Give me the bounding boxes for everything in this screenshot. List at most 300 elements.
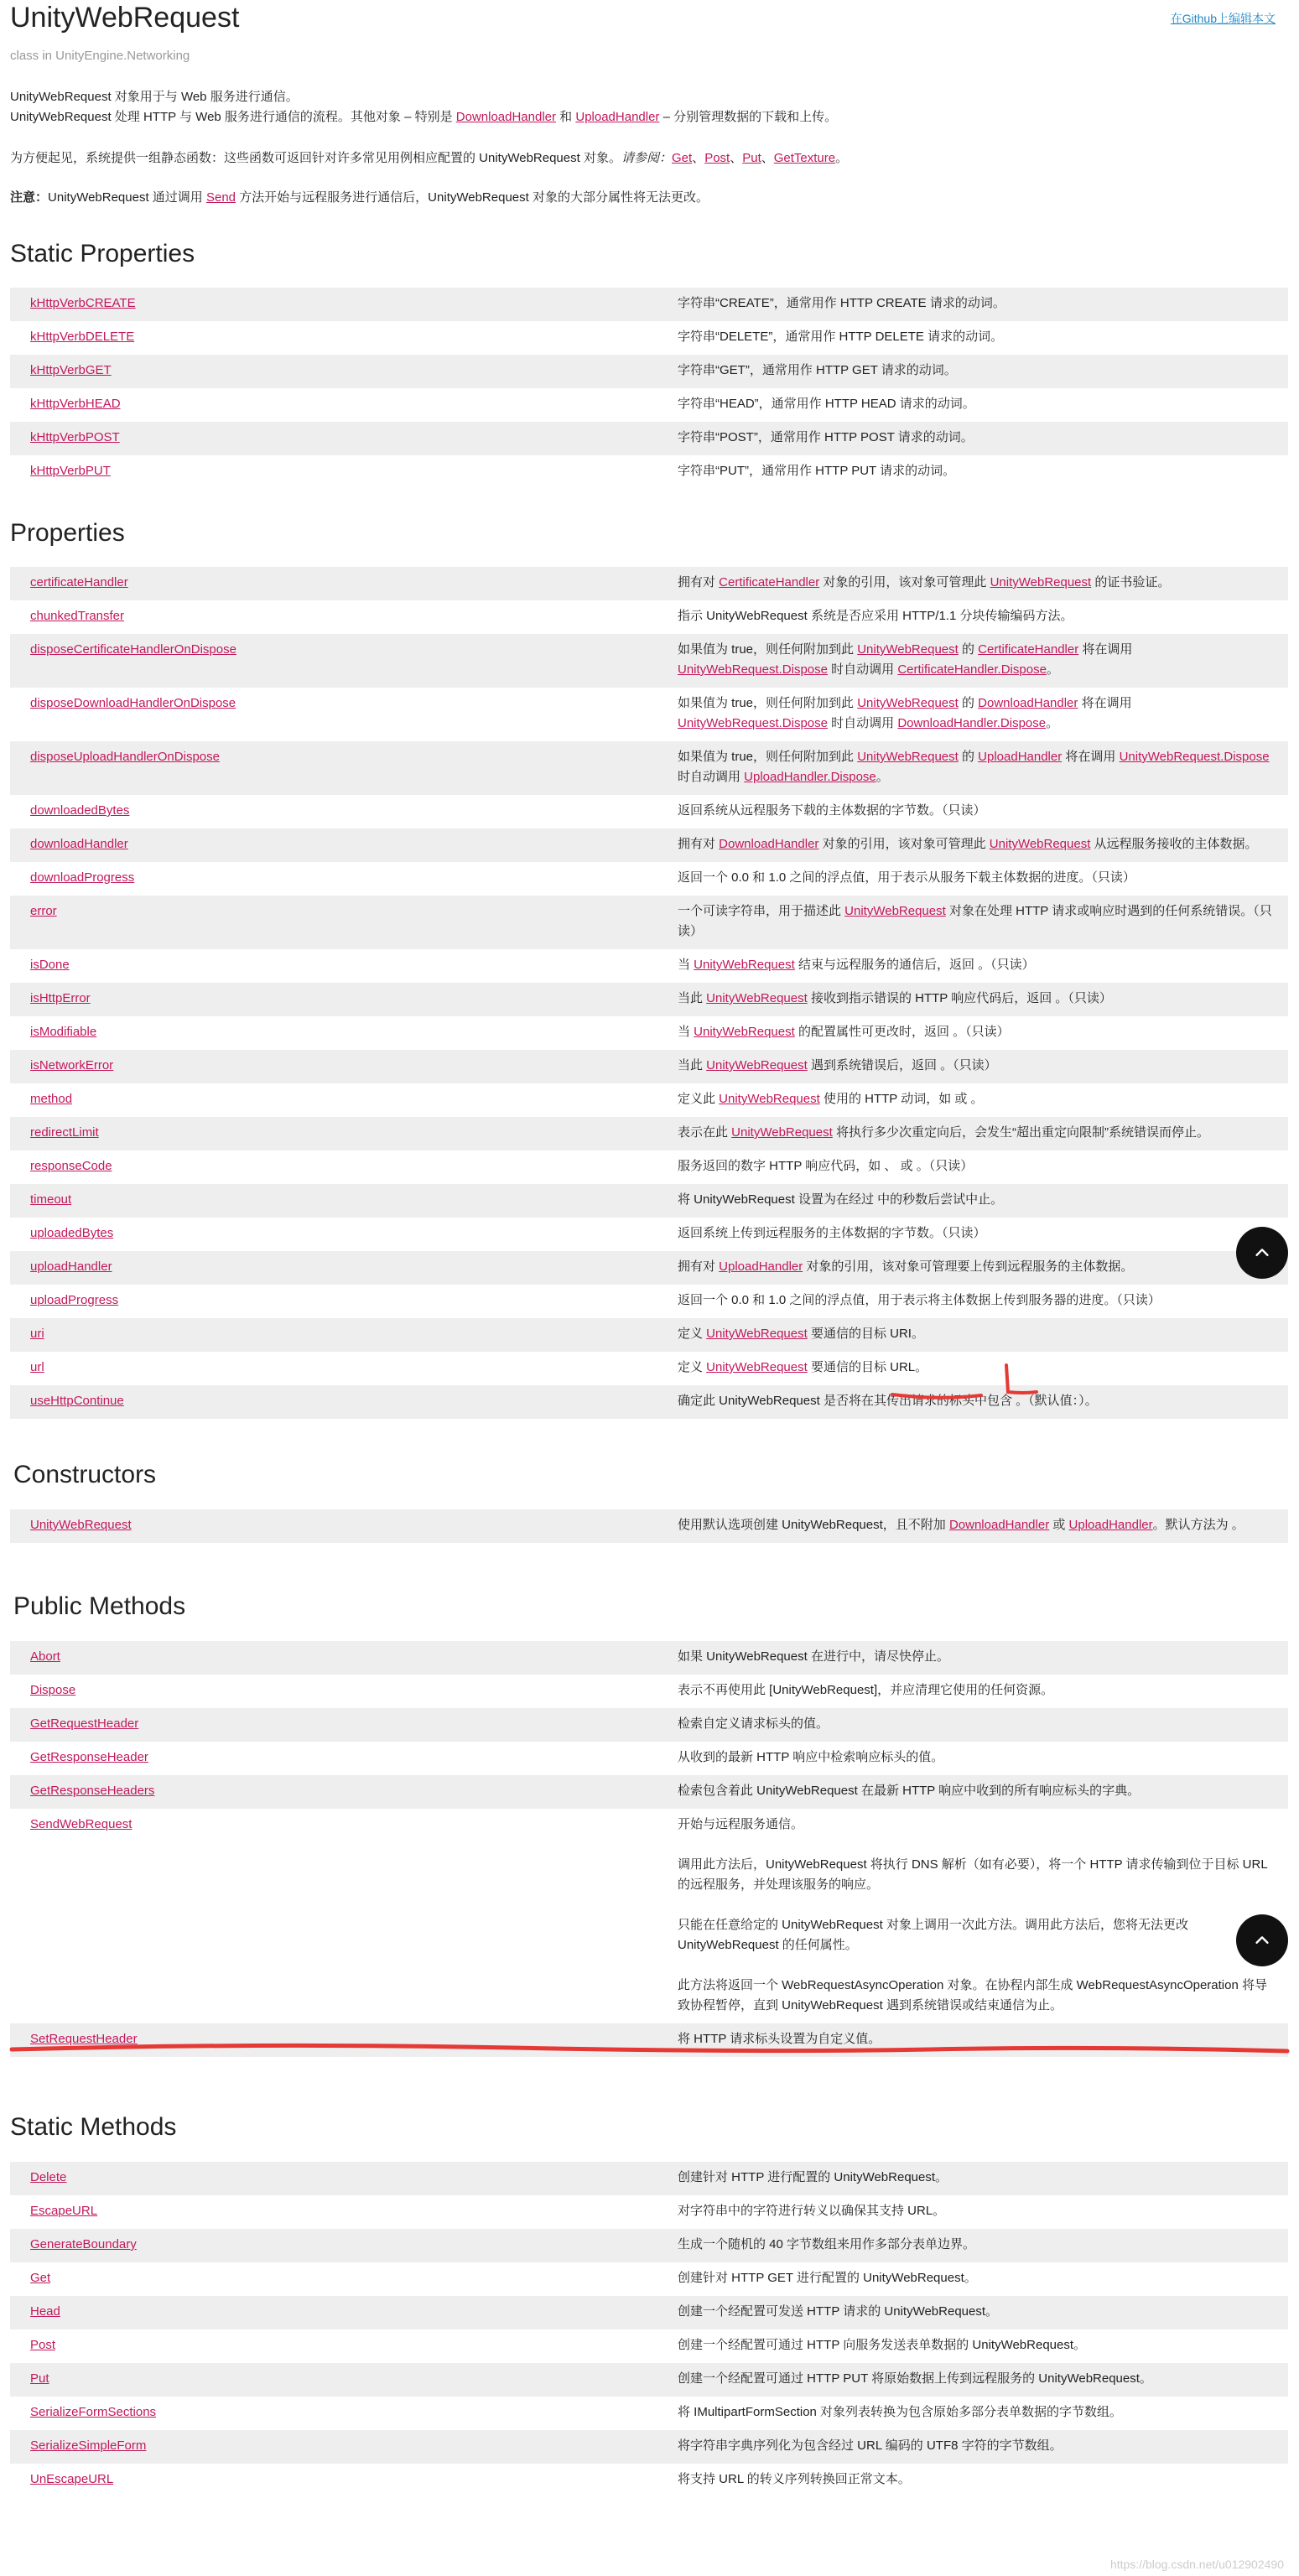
member-description-cell	[647, 896, 1288, 949]
inline-link-download-handler[interactable]: DownloadHandler	[978, 696, 1078, 710]
member-name-cell	[10, 567, 647, 600]
inline-link-unity-web-request[interactable]: UnityWebRequest	[857, 750, 959, 764]
member-description-cell	[647, 828, 1288, 862]
member-name-cell	[10, 1050, 647, 1083]
description-paragraph: 调用此方法后，UnityWebRequest 将执行 DNS 解析（如有必要），将一个 HTTP 请求传输到位于目标 URL 的远程服务，并处理该服务的响应。	[678, 1857, 1268, 1892]
inline-link-unity-web-request-dispose[interactable]: UnityWebRequest.Dispose	[1119, 750, 1270, 764]
inline-link-unity-web-request[interactable]: UnityWebRequest	[990, 575, 1092, 589]
table-row	[10, 1742, 1288, 1775]
member-link-downloaded-bytes[interactable]: downloadedBytes	[30, 803, 130, 818]
member-link-url[interactable]: url	[30, 1360, 44, 1374]
inline-link-unity-web-request-dispose[interactable]: UnityWebRequest.Dispose	[678, 662, 828, 677]
inline-link-upload-handler[interactable]: UploadHandler	[719, 1259, 803, 1274]
inline-link-unity-web-request[interactable]: UnityWebRequest	[706, 1360, 808, 1374]
member-description-cell	[647, 1218, 1288, 1251]
member-description-cell	[647, 741, 1288, 795]
member-description-cell	[647, 422, 1288, 455]
member-name-cell	[10, 600, 647, 634]
member-link-redirect-limit[interactable]: redirectLimit	[30, 1125, 99, 1140]
member-name-cell	[10, 688, 647, 741]
intro-paragraph-3	[10, 188, 709, 208]
member-name-cell	[10, 2464, 647, 2497]
member-name-cell	[10, 828, 647, 862]
member-link-generate-boundary[interactable]: GenerateBoundary	[30, 2237, 137, 2251]
member-description-cell	[647, 983, 1288, 1016]
member-description-cell	[647, 1775, 1288, 1809]
table-row	[10, 1352, 1288, 1385]
member-description-cell	[647, 1251, 1288, 1285]
description-text: 从远程服务接收的主体数据。	[1090, 837, 1258, 851]
member-name-cell	[10, 2363, 647, 2397]
member-description-cell	[647, 2430, 1288, 2464]
description-text: 的	[958, 642, 979, 657]
table-row	[10, 1318, 1288, 1352]
description-text: 如果 UnityWebRequest 在进行中，请尽快停止。	[678, 1649, 949, 1664]
inline-link-download-handler[interactable]: DownloadHandler	[719, 837, 819, 851]
description-text: 将执行多少次重定向后，会发生“超出重定向限制”系统错误而停止。	[832, 1125, 1209, 1140]
table-row	[10, 455, 1288, 489]
inline-link-unity-web-request[interactable]: UnityWebRequest	[706, 1058, 808, 1072]
intro-line-2	[10, 107, 837, 127]
table-row	[10, 1675, 1288, 1708]
member-name-cell	[10, 2262, 647, 2296]
description-text: 拥有对	[678, 575, 720, 589]
intro-text: UnityWebRequest 通过调用	[48, 190, 206, 205]
intro-paragraph-2	[10, 148, 848, 169]
send-link[interactable]: Send	[205, 190, 236, 205]
separator: 、	[761, 151, 774, 165]
member-name-cell	[10, 455, 647, 489]
member-link-is-done[interactable]: isDone	[30, 958, 70, 972]
member-description-cell	[647, 1083, 1288, 1117]
member-name-cell	[10, 1742, 647, 1775]
member-link-method[interactable]: method	[30, 1092, 73, 1106]
description-text: 将在调用	[1078, 642, 1133, 657]
inline-link-unity-web-request[interactable]: UnityWebRequest	[857, 642, 959, 657]
table-row	[10, 1050, 1288, 1083]
table-row	[10, 2363, 1288, 2397]
member-name-cell	[10, 1150, 647, 1184]
member-description-cell	[647, 1318, 1288, 1352]
description-text: 。	[1046, 662, 1059, 677]
description-text: 生成一个随机的 40 字节数组来用作多部分表单边界。	[678, 2237, 976, 2251]
member-name-cell	[10, 2430, 647, 2464]
table-row	[10, 1083, 1288, 1117]
member-name-cell	[10, 795, 647, 828]
member-name-cell	[10, 1218, 647, 1251]
member-name-cell	[10, 1083, 647, 1117]
member-description-cell	[647, 1352, 1288, 1385]
table-row	[10, 949, 1288, 983]
inline-link-unity-web-request[interactable]: UnityWebRequest	[694, 958, 795, 972]
inline-link-unity-web-request[interactable]: UnityWebRequest	[844, 904, 946, 918]
description-text: 指示 UnityWebRequest 系统是否应采用 HTTP/1.1 分块传输编码方法。	[678, 609, 1073, 623]
description-text: 字符串“POST”，通常用作 HTTP POST 请求的动词。	[678, 430, 974, 444]
member-link-get-response-headers[interactable]: GetResponseHeaders	[30, 1784, 155, 1798]
member-name-cell	[10, 1385, 647, 1419]
description-text: 当	[678, 958, 694, 972]
member-name-cell	[10, 388, 647, 422]
table-row	[10, 2296, 1288, 2329]
member-description-cell	[647, 1675, 1288, 1708]
table-row	[10, 1016, 1288, 1050]
description-text: 。	[876, 770, 889, 784]
inline-link-certificate-handler[interactable]: CertificateHandler	[719, 575, 820, 589]
member-description-cell	[647, 1385, 1288, 1419]
description-text: 定义此	[678, 1092, 720, 1106]
member-link-escape-url[interactable]: EscapeURL	[30, 2204, 98, 2218]
member-description-cell	[647, 795, 1288, 828]
member-link-un-escape-url[interactable]: UnEscapeURL	[30, 2472, 114, 2486]
member-link-upload-handler[interactable]: uploadHandler	[30, 1259, 112, 1274]
member-description-cell	[647, 567, 1288, 600]
member-description-cell	[647, 688, 1288, 741]
description-paragraph: 开始与远程服务通信。	[678, 1817, 804, 1831]
member-link-uri[interactable]: uri	[30, 1327, 44, 1341]
member-name-cell	[10, 949, 647, 983]
intro-text: UnityWebRequest 处理 HTTP 与 Web 服务进行通信的流程。其他对象 – 特别是	[10, 110, 456, 124]
description-text: 接收到指示错误的 HTTP 响应代码后，返回 。（只读）	[807, 991, 1112, 1005]
member-name-cell	[10, 2162, 647, 2195]
inline-link-download-handler-dispose[interactable]: DownloadHandler.Dispose	[897, 716, 1047, 730]
watermark: https://blog.csdn.net/u012902490	[1109, 2558, 1284, 2571]
see-also-label: 请参阅：	[621, 151, 672, 165]
member-link-get[interactable]: Get	[30, 2271, 51, 2285]
description-text: 当此	[678, 991, 707, 1005]
member-name-cell	[10, 1809, 647, 2023]
member-name-cell	[10, 1708, 647, 1742]
table-row	[10, 600, 1288, 634]
member-link-put[interactable]: Put	[30, 2371, 49, 2386]
member-link-response-code[interactable]: responseCode	[30, 1159, 112, 1173]
description-text: 字符串“CREATE”，通常用作 HTTP CREATE 请求的动词。	[678, 296, 1005, 310]
description-text: 拥有对	[678, 837, 720, 851]
intro-text: 为方便起见，系统提供一组静态函数：这些函数可返回针对许多常见用例相应配置的 UnityWebRequest 对象。	[10, 151, 621, 165]
member-link-is-http-error[interactable]: isHttpError	[30, 991, 91, 1005]
table-row	[10, 1509, 1288, 1543]
table-row	[10, 1117, 1288, 1150]
description-text: 要通信的目标 URI。	[807, 1327, 924, 1341]
table-row	[10, 2397, 1288, 2430]
description-text: 的	[958, 696, 979, 710]
description-text: 如果值为 true，则任何附加到此	[678, 642, 858, 657]
member-name-cell	[10, 1641, 647, 1675]
member-name-cell	[10, 741, 647, 795]
description-text: 的	[958, 750, 979, 764]
member-description-cell	[647, 2262, 1288, 2296]
description-text: 对象的引用，该对象可管理此	[819, 575, 990, 589]
member-link-certificate-handler[interactable]: certificateHandler	[30, 575, 128, 589]
uploadhandler-link[interactable]: UploadHandler	[575, 110, 660, 124]
description-text: 检索自定义请求标头的值。	[678, 1716, 829, 1731]
member-name-cell	[10, 896, 647, 949]
inline-link-upload-handler[interactable]: UploadHandler	[978, 750, 1063, 764]
member-description-cell	[647, 355, 1288, 388]
page-title: UnityWebRequest	[10, 2, 240, 34]
member-link-k-http-verb-post[interactable]: kHttpVerbPOST	[30, 430, 120, 444]
member-name-cell	[10, 2023, 647, 2057]
description-text: 创建针对 HTTP GET 进行配置的 UnityWebRequest。	[678, 2271, 977, 2285]
member-name-cell	[10, 422, 647, 455]
table-row	[10, 355, 1288, 388]
description-text: 返回一个 0.0 和 1.0 之间的浮点值，用于表示将主体数据上传到服务器的进度。（只读）	[678, 1293, 1161, 1307]
member-description-cell	[647, 2195, 1288, 2229]
member-description-cell	[647, 2229, 1288, 2262]
member-link-uploaded-bytes[interactable]: uploadedBytes	[30, 1226, 114, 1240]
inline-link-unity-web-request[interactable]: UnityWebRequest	[857, 696, 959, 710]
member-description-cell	[647, 1708, 1288, 1742]
description-text: 。	[1046, 716, 1059, 730]
member-description-cell	[647, 1641, 1288, 1675]
description-text: 定义	[678, 1327, 707, 1341]
member-description-cell	[647, 1150, 1288, 1184]
member-description-cell	[647, 1117, 1288, 1150]
description-text: 字符串“PUT”，通常用作 HTTP PUT 请求的动词。	[678, 464, 956, 478]
description-text: 表示不再使用此 [UnityWebRequest]，并应清理它使用的任何资源。	[678, 1683, 1054, 1697]
description-text: 确定此 UnityWebRequest 是否将在其传出请求的标头中包含 。（默认值：）。	[678, 1394, 1098, 1408]
member-link-k-http-verb-head[interactable]: kHttpVerbHEAD	[30, 397, 121, 411]
member-description-cell	[647, 1285, 1288, 1318]
member-link-timeout[interactable]: timeout	[30, 1192, 72, 1207]
intro-paragraph-1	[10, 87, 837, 127]
table-row	[10, 2023, 1288, 2057]
table-row	[10, 567, 1288, 600]
member-description-cell	[647, 1742, 1288, 1775]
member-link-send-web-request[interactable]: SendWebRequest	[30, 1817, 132, 1831]
note-label: 注意：	[10, 190, 49, 205]
description-text: 要通信的目标 URL。	[807, 1360, 928, 1374]
intro-text: 和	[556, 110, 576, 124]
member-link-k-http-verb-delete[interactable]: kHttpVerbDELETE	[30, 330, 135, 344]
table-row	[10, 1775, 1288, 1809]
table-row	[10, 2329, 1288, 2363]
member-description-cell	[647, 1509, 1288, 1543]
description-text: 时自动调用	[827, 662, 898, 677]
intro-text: – 分别管理数据的下载和上传。	[659, 110, 838, 124]
member-description-cell	[647, 455, 1288, 489]
description-text: 或	[1049, 1518, 1069, 1532]
description-text: 时自动调用	[678, 770, 745, 784]
description-text: 创建针对 HTTP 进行配置的 UnityWebRequest。	[678, 2170, 948, 2184]
member-description-cell	[647, 949, 1288, 983]
member-description-cell	[647, 1809, 1288, 2023]
member-link-dispose-upload-handler-on-dispose[interactable]: disposeUploadHandlerOnDispose	[30, 750, 220, 764]
member-link-is-network-error[interactable]: isNetworkError	[30, 1058, 114, 1072]
member-link-is-modifiable[interactable]: isModifiable	[30, 1025, 97, 1039]
description-text: 将字符串字典序列化为包含经过 URL 编码的 UTF8 字符的字节数组。	[678, 2438, 1063, 2453]
table-row	[10, 896, 1288, 949]
table-row	[10, 388, 1288, 422]
table-row	[10, 1641, 1288, 1675]
member-name-cell	[10, 1675, 647, 1708]
table-row	[10, 983, 1288, 1016]
description-text: 表示在此	[678, 1125, 732, 1140]
table-row	[10, 1708, 1288, 1742]
member-name-cell	[10, 2195, 647, 2229]
scroll-to-top-button[interactable]	[1236, 1914, 1288, 1966]
description-text: 使用的 HTTP 动词，如 或 。	[819, 1092, 984, 1106]
member-name-cell	[10, 1285, 647, 1318]
member-link-get-response-header[interactable]: GetResponseHeader	[30, 1750, 148, 1764]
member-link-chunked-transfer[interactable]: chunkedTransfer	[30, 609, 125, 623]
description-paragraph: 只能在任意给定的 UnityWebRequest 对象上调用一次此方法。调用此方法后，您将无法更改 UnityWebRequest 的任何属性。	[678, 1918, 1188, 1952]
inline-link-unity-web-request[interactable]: UnityWebRequest	[989, 837, 1091, 851]
member-description-cell	[647, 2296, 1288, 2329]
inline-link-download-handler[interactable]: DownloadHandler	[948, 1518, 1050, 1532]
intro-text: 方法开始与远程服务进行通信后，UnityWebRequest 对象的大部分属性将无法更改。	[236, 190, 709, 205]
description-text: 创建一个经配置可发送 HTTP 请求的 UnityWebRequest。	[678, 2304, 999, 2319]
member-description-cell	[647, 2162, 1288, 2195]
inline-link-certificate-handler-dispose[interactable]: CertificateHandler.Dispose	[897, 662, 1047, 677]
member-link-abort[interactable]: Abort	[30, 1649, 60, 1664]
member-link-set-request-header[interactable]: SetRequestHeader	[30, 2032, 138, 2046]
table-row	[10, 2162, 1288, 2195]
description-text: 对象的引用，该对象可管理此	[818, 837, 990, 851]
description-text: 使用默认选项创建 UnityWebRequest，且不附加	[678, 1518, 949, 1532]
class-namespace: class in UnityEngine.Networking	[10, 49, 190, 63]
table-row	[10, 741, 1288, 795]
description-text: 服务返回的数字 HTTP 响应代码，如 、 或 。（只读）	[678, 1159, 974, 1173]
member-link-download-progress[interactable]: downloadProgress	[30, 870, 135, 885]
member-name-cell	[10, 2229, 647, 2262]
member-name-cell	[10, 983, 647, 1016]
separator: 、	[730, 151, 743, 165]
inline-link-upload-handler-dispose[interactable]: UploadHandler.Dispose	[744, 770, 876, 784]
inline-link-unity-web-request[interactable]: UnityWebRequest	[706, 991, 808, 1005]
downloadhandler-link[interactable]: DownloadHandler	[455, 110, 557, 124]
public-methods-table	[10, 1641, 1288, 2057]
member-description-cell	[647, 2464, 1288, 2497]
inline-link-upload-handler[interactable]: UploadHandler	[1068, 1518, 1153, 1532]
member-link-get-request-header[interactable]: GetRequestHeader	[30, 1716, 139, 1731]
inline-link-unity-web-request[interactable]: UnityWebRequest	[731, 1125, 833, 1140]
static-properties-heading: Static Properties	[10, 240, 195, 267]
description-text: 将 HTTP 请求标头设置为自定义值。	[678, 2032, 881, 2046]
inline-link-unity-web-request[interactable]: UnityWebRequest	[719, 1092, 820, 1106]
table-row	[10, 2229, 1288, 2262]
description-text: 返回系统从远程服务下载的主体数据的字节数。（只读）	[678, 803, 986, 818]
description-text: 字符串“HEAD”，通常用作 HTTP HEAD 请求的动词。	[678, 397, 975, 411]
description-text: 对象的引用，该对象可管理要上传到远程服务的主体数据。	[803, 1259, 1134, 1274]
description-text: 将支持 URL 的转义序列转换回正常文本。	[678, 2472, 911, 2486]
member-description-cell	[647, 2397, 1288, 2430]
scroll-to-top-button[interactable]	[1236, 1227, 1288, 1279]
member-link-upload-progress[interactable]: uploadProgress	[30, 1293, 119, 1307]
member-link-serialize-form-sections[interactable]: SerializeFormSections	[30, 2405, 157, 2419]
member-link-error[interactable]: error	[30, 904, 57, 918]
member-description-cell	[647, 1050, 1288, 1083]
member-link-use-http-continue[interactable]: useHttpContinue	[30, 1394, 124, 1408]
member-name-cell	[10, 1251, 647, 1285]
member-link-download-handler[interactable]: downloadHandler	[30, 837, 128, 851]
description-text: 创建一个经配置可通过 HTTP PUT 将原始数据上传到远程服务的 UnityWebRequest。	[678, 2371, 1152, 2386]
member-link-delete[interactable]: Delete	[30, 2170, 67, 2184]
inline-link-unity-web-request[interactable]: UnityWebRequest	[706, 1327, 808, 1341]
description-text: 的证书验证。	[1091, 575, 1171, 589]
member-description-cell	[647, 2023, 1288, 2057]
member-name-cell	[10, 1184, 647, 1218]
member-name-cell	[10, 1352, 647, 1385]
properties-table	[10, 567, 1288, 1419]
inline-link-unity-web-request-dispose[interactable]: UnityWebRequest.Dispose	[678, 716, 828, 730]
member-link-post[interactable]: Post	[30, 2338, 56, 2352]
gettexture-link[interactable]: GetTexture	[773, 151, 836, 165]
member-description-cell	[647, 1184, 1288, 1218]
edit-on-github-link[interactable]: 在Github上编辑本文	[1170, 12, 1276, 25]
description-text: 从收到的最新 HTTP 响应中检索响应标头的值。	[678, 1750, 944, 1764]
table-row	[10, 321, 1288, 355]
member-link-dispose-download-handler-on-dispose[interactable]: disposeDownloadHandlerOnDispose	[30, 696, 236, 710]
table-row	[10, 2430, 1288, 2464]
table-row	[10, 1251, 1288, 1285]
member-name-cell	[10, 1509, 647, 1543]
inline-link-certificate-handler[interactable]: CertificateHandler	[978, 642, 1079, 657]
member-name-cell	[10, 1016, 647, 1050]
description-paragraph: 此方法将返回一个 WebRequestAsyncOperation 对象。在协程内部生成 WebRequestAsyncOperation 将导致协程暂停，直到 UnityWebRequest 遇到系统错误或结束通信为止。	[678, 1978, 1267, 2012]
member-name-cell	[10, 288, 647, 321]
member-name-cell	[10, 355, 647, 388]
description-text: 创建一个经配置可通过 HTTP 向服务发送表单数据的 UnityWebRequest。	[678, 2338, 1087, 2352]
member-link-dispose-certificate-handler-on-dispose[interactable]: disposeCertificateHandlerOnDispose	[30, 642, 236, 657]
static-methods-heading: Static Methods	[10, 2113, 177, 2141]
chevron-up-icon	[1253, 1244, 1271, 1262]
properties-heading: Properties	[10, 519, 125, 547]
description-text: 遇到系统错误后，返回 。（只读）	[807, 1058, 997, 1072]
table-row	[10, 795, 1288, 828]
description-text: 对象在处理 HTTP 请求或响应时遇到的任何系统错误。（只读）	[678, 904, 1272, 938]
table-row	[10, 1150, 1288, 1184]
member-link-k-http-verb-create[interactable]: kHttpVerbCREATE	[30, 296, 136, 310]
post-link[interactable]: Post	[704, 151, 730, 165]
member-link-k-http-verb-get[interactable]: kHttpVerbGET	[30, 363, 112, 377]
member-link-k-http-verb-put[interactable]: kHttpVerbPUT	[30, 464, 111, 478]
table-row	[10, 1809, 1288, 2023]
member-name-cell	[10, 1318, 647, 1352]
description-text: 返回系统上传到远程服务的主体数据的字节数。（只读）	[678, 1226, 986, 1240]
get-link[interactable]: Get	[671, 151, 693, 165]
description-text: 。默认方法为 。	[1152, 1518, 1244, 1532]
member-name-cell	[10, 1117, 647, 1150]
description-text: 将 UnityWebRequest 设置为在经过 中的秒数后尝试中止。	[678, 1192, 1004, 1207]
description-text: 如果值为 true，则任何附加到此	[678, 696, 858, 710]
member-link-unity-web-request[interactable]: UnityWebRequest	[30, 1518, 132, 1532]
description-text: 将 IMultipartFormSection 对象列表转换为包含原始多部分表单数据的字节数组。	[678, 2405, 1123, 2419]
description-text: 的配置属性可更改时，返回 。（只读）	[794, 1025, 1010, 1039]
table-row	[10, 1385, 1288, 1419]
put-link[interactable]: Put	[742, 151, 761, 165]
table-row	[10, 688, 1288, 741]
static-properties-table	[10, 288, 1288, 489]
inline-link-unity-web-request[interactable]: UnityWebRequest	[694, 1025, 795, 1039]
table-row	[10, 1218, 1288, 1251]
member-link-head[interactable]: Head	[30, 2304, 60, 2319]
member-description-cell	[647, 388, 1288, 422]
description-text: 字符串“GET”，通常用作 HTTP GET 请求的动词。	[678, 363, 957, 377]
table-row	[10, 288, 1288, 321]
description-text: 定义	[678, 1360, 707, 1374]
intro-text: 。	[835, 151, 849, 165]
member-description-cell	[647, 288, 1288, 321]
member-description-cell	[647, 862, 1288, 896]
member-name-cell	[10, 321, 647, 355]
table-row	[10, 1184, 1288, 1218]
table-row	[10, 634, 1288, 688]
member-link-dispose[interactable]: Dispose	[30, 1683, 76, 1697]
member-link-serialize-simple-form[interactable]: SerializeSimpleForm	[30, 2438, 147, 2453]
member-description-cell	[647, 2329, 1288, 2363]
description-text: 字符串“DELETE”，通常用作 HTTP DELETE 请求的动词。	[678, 330, 1004, 344]
constructors-heading: Constructors	[13, 1461, 157, 1488]
